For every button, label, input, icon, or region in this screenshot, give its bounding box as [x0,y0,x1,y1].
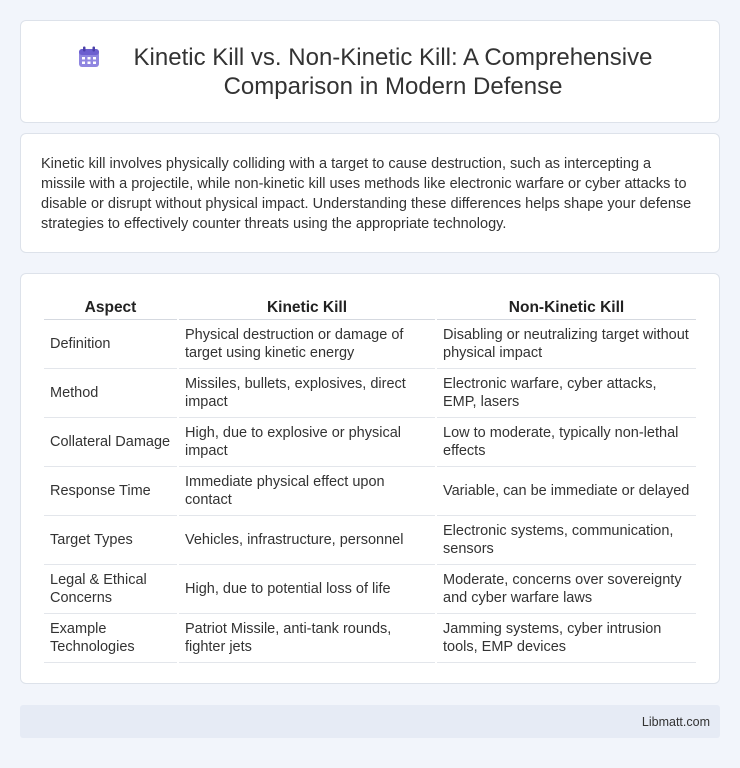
non-kinetic-cell: Jamming systems, cyber intrusion tools, EMP devices [437,614,696,663]
kinetic-cell: High, due to potential loss of life [179,565,435,614]
aspect-cell: Collateral Damage [44,418,177,467]
page-title: Kinetic Kill vs. Non-Kinetic Kill: A Comprehensive Comparison in Modern Defense [133,43,653,100]
comparison-table-card [20,273,720,684]
aspect-cell: Example Technologies [44,614,177,663]
intro-paragraph: Kinetic kill involves physically colliding with a target to cause destruction, such as intercepting a missile with a projectile, while non-kinetic kill uses methods like electronic warfare or cyber attacks to disable or disrupt without physical impact. Understanding these differences helps shape your defense strategies to effectively counter threats using the appropriate technology. [41,156,692,232]
title-wrap [77,43,663,101]
kinetic-cell: Immediate physical effect upon contact [179,467,435,516]
footer-brand[interactable]: Libmatt.com [641,714,710,729]
kinetic-cell: Physical destruction or damage of target using kinetic energy [179,320,435,369]
aspect-cell: Response Time [44,467,177,516]
table-row [44,565,696,614]
kinetic-cell: Missiles, bullets, explosives, direct impact [179,369,435,418]
table-row [44,614,696,663]
non-kinetic-cell: Disabling or neutralizing target without physical impact [437,320,696,369]
aspect-cell: Method [44,369,177,418]
table-row [44,516,696,565]
header-kinetic-kill: Kinetic Kill [179,294,435,320]
non-kinetic-cell: Moderate, concerns over sovereignty and cyber warfare laws [437,565,696,614]
table-row [44,418,696,467]
kinetic-cell: High, due to explosive or physical impact [179,418,435,467]
title-card [20,20,720,123]
intro-card [20,133,720,253]
kinetic-cell: Vehicles, infrastructure, personnel [179,516,435,565]
table-row [44,369,696,418]
header-non-kinetic-kill: Non-Kinetic Kill [437,294,696,320]
non-kinetic-cell: Low to moderate, typically non-lethal effects [437,418,696,467]
table-row [44,320,696,369]
comparison-table [42,294,698,663]
calendar-icon [77,45,101,69]
aspect-cell: Definition [44,320,177,369]
non-kinetic-cell: Electronic systems, communication, sensors [437,516,696,565]
non-kinetic-cell: Variable, can be immediate or delayed [437,467,696,516]
table-header-row [44,294,696,320]
table-row [44,467,696,516]
non-kinetic-cell: Electronic warfare, cyber attacks, EMP, lasers [437,369,696,418]
footer [20,705,720,738]
aspect-cell: Target Types [44,516,177,565]
kinetic-cell: Patriot Missile, anti-tank rounds, fighter jets [179,614,435,663]
header-aspect: Aspect [44,294,177,320]
aspect-cell: Legal & Ethical Concerns [44,565,177,614]
